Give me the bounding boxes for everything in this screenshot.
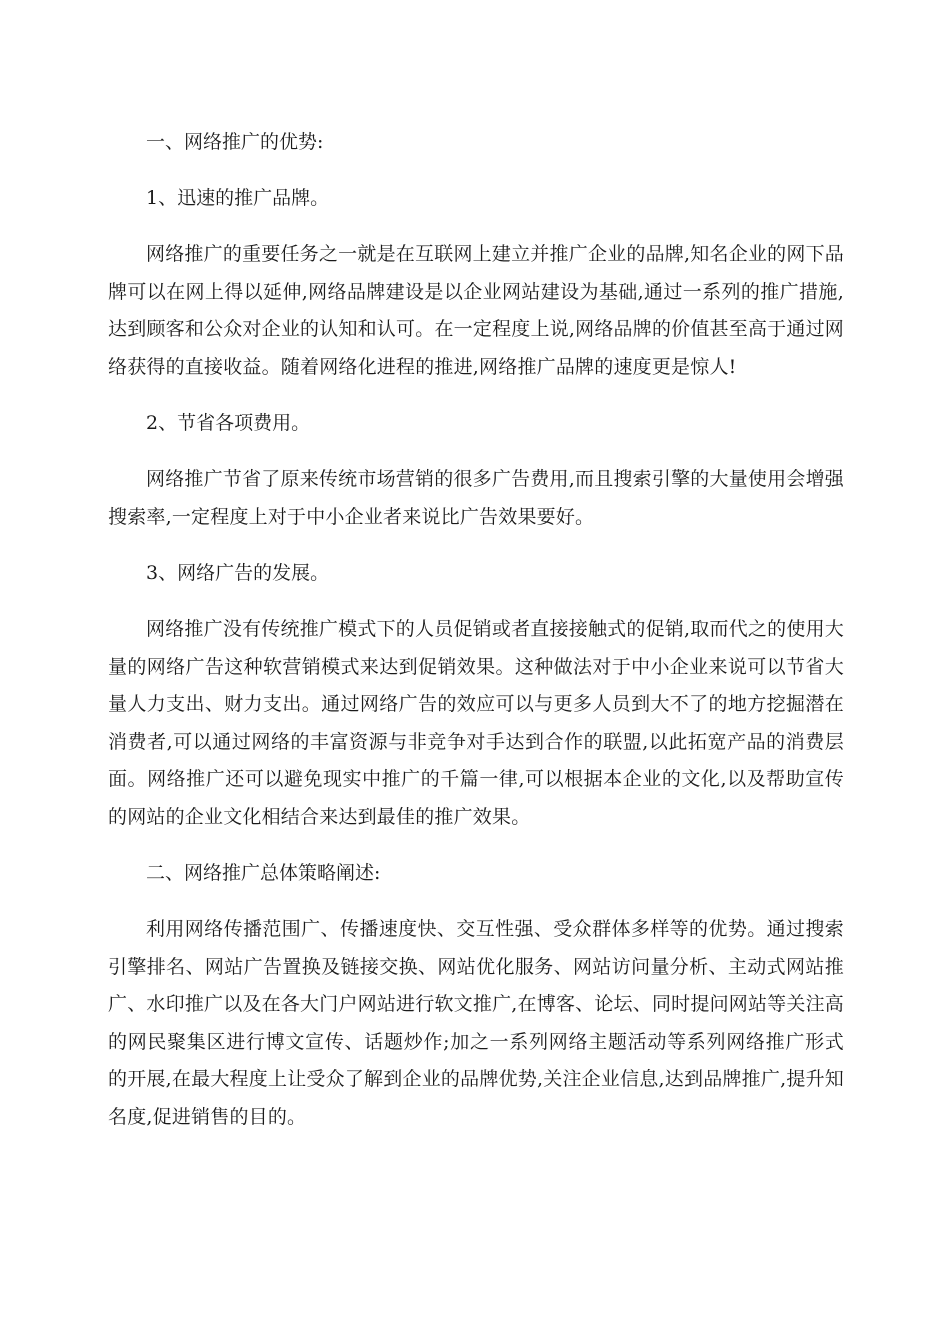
section-heading-strategy: 二、网络推广总体策略阐述:	[146, 862, 381, 884]
section-heading-advantages: 一、网络推广的优势:	[146, 131, 324, 153]
paragraph-cost: 网络推广节省了原来传统市场营销的很多广告费用,而且搜索引擎的大量使用会增强搜索率,一定程度上对于中小企业者来说比广告效果要好。	[108, 468, 844, 528]
item-heading-brand: 1、迅速的推广品牌。	[146, 187, 330, 209]
document-page	[108, 124, 844, 1155]
paragraph-advertising: 网络推广没有传统推广模式下的人员促销或者直接接触式的促销,取而代之的使用大量的网络广告这种软营销模式来达到促销效果。这种做法对于中小企业来说可以节省大量人力支出、财力支出。通过网络广告的效应可以与更多人员到大不了的地方挖掘潜在消费者,可以通过网络的丰富资源与非竞争对手达到合作的联盟,以此拓宽产品的消费层面。网络推广还可以避免现实中推广的千篇一律,可以根据本企业的文化,以及帮助宣传的网站的企业文化相结合来达到最佳的推广效果。	[108, 618, 844, 828]
item-heading-advertising: 3、网络广告的发展。	[146, 562, 330, 584]
paragraph-brand: 网络推广的重要任务之一就是在互联网上建立并推广企业的品牌,知名企业的网下品牌可以在网上得以延伸,网络品牌建设是以企业网站建设为基础,通过一系列的推广措施,达到顾客和公众对企业的认知和认可。在一定程度上说,网络品牌的价值甚至高于通过网络获得的直接收益。随着网络化进程的推进,网络推广品牌的速度更是惊人!	[108, 243, 844, 378]
item-heading-cost: 2、节省各项费用。	[146, 412, 311, 434]
paragraph-strategy: 利用网络传播范围广、传播速度快、交互性强、受众群体多样等的优势。通过搜索引擎排名、网站广告置换及链接交换、网站优化服务、网站访问量分析、主动式网站推广、水印推广以及在各大门户网站进行软文推广,在博客、论坛、同时提问网站等关注高的网民聚集区进行博文宣传、话题炒作;加之一系列网络主题活动等系列网络推广形式的开展,在最大程度上让受众了解到企业的品牌优势,关注企业信息,达到品牌推广,提升知名度,促进销售的目的。	[108, 918, 844, 1128]
